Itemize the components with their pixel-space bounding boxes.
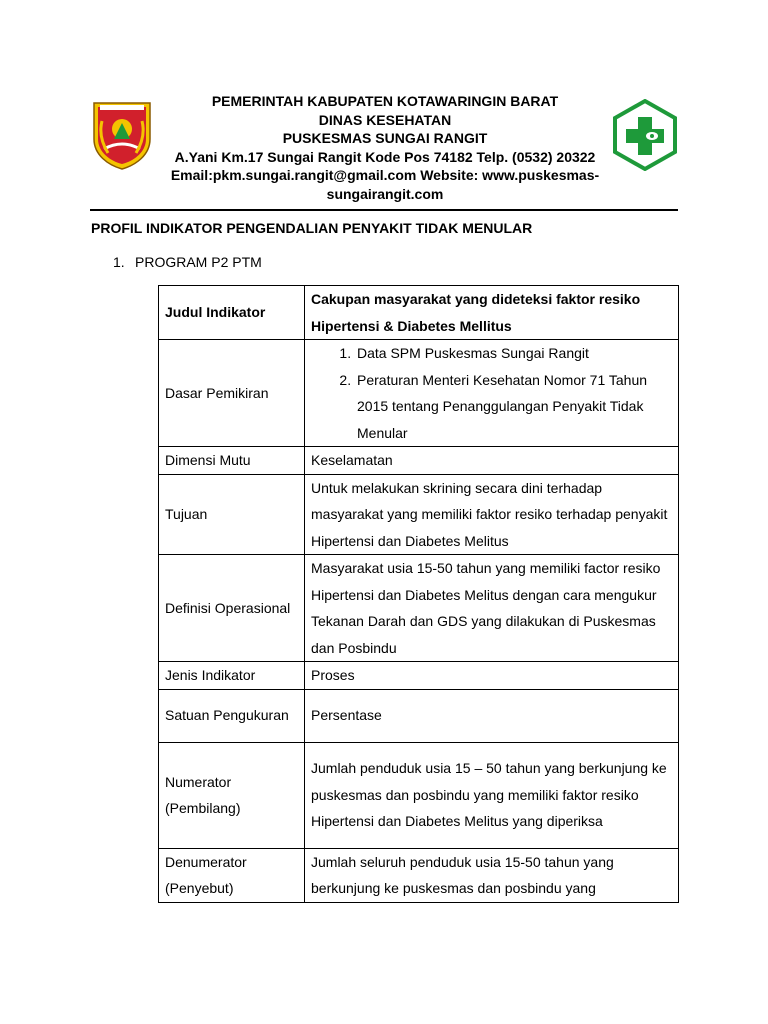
row-label: Tujuan [159,474,305,555]
row-value: Jumlah seluruh penduduk usia 15-50 tahun yang berkunjung ke puskesmas dan posbindu yang [305,848,679,902]
indicator-profile-table [158,285,679,903]
table-row [159,689,679,742]
row-label: Satuan Pengukuran [159,689,305,742]
document-title: PROFIL INDIKATOR PENGENDALIAN PENYAKIT TIDAK MENULAR [91,220,533,236]
letterhead-divider [90,209,678,211]
list-item: 2. Peraturan Menteri Kesehatan Nomor 71 Tahun 2015 tentang Penanggulangan Penyakit Tidak Menular [355,367,672,447]
table-row [159,742,679,848]
list-item: 1. Data SPM Puskesmas Sungai Rangit [355,340,672,367]
puskesmas-logo-icon [612,99,678,171]
row-value [305,340,679,447]
table-row [159,555,679,662]
row-value: Proses [305,662,679,690]
row-value: Untuk melakukan skrining secara dini terhadap masyarakat yang memiliki faktor resiko terhadap penyakit Hipertensi dan Diabetes Melitus [305,474,679,555]
row-label: Dasar Pemikiran [159,340,305,447]
table-row [159,848,679,902]
table-row [159,474,679,555]
row-label: Judul Indikator [159,286,305,340]
puskesmas-name: PUSKESMAS SUNGAI RANGIT [282,130,488,147]
letterhead [0,0,768,215]
row-value: Persentase [305,689,679,742]
row-value: Keselamatan [305,447,679,475]
row-label: Definisi Operasional [159,555,305,662]
section-heading [113,254,262,270]
row-label: Numerator (Pembilang) [159,742,305,848]
department-name: DINAS KESEHATAN [318,111,452,128]
row-value: Cakupan masyarakat yang dideteksi faktor resiko Hipertensi & Diabetes Mellitus [305,286,679,340]
table-row [159,286,679,340]
table-row [159,340,679,447]
table-row [159,662,679,690]
contact-line: Email:pkm.sungai.rangit@gmail.com Website: www.puskesmas- [170,167,600,184]
government-name: PEMERINTAH KABUPATEN KOTAWARINGIN BARAT [211,93,559,109]
section-title: PROGRAM P2 PTM [135,254,262,270]
letterhead-text [150,92,620,204]
section-number: 1. [113,254,125,270]
row-label: Jenis Indikator [159,662,305,690]
row-value: Jumlah penduduk usia 15 – 50 tahun yang berkunjung ke puskesmas dan posbindu yang memiliki faktor resiko Hipertensi dan Diabetes Melitus yang diperiksa [305,742,679,848]
coat-of-arms-icon [90,99,154,171]
website-line: sungairangit.com [326,185,444,202]
row-value: Masyarakat usia 15-50 tahun yang memiliki factor resiko Hipertensi dan Diabetes Melitus dengan cara mengukur Tekanan Darah dan GDS yang dilakukan di Puskesmas dan Posbindu [305,555,679,662]
basis-list [311,340,672,446]
row-label: Dimensi Mutu [159,447,305,475]
table-row [159,447,679,475]
address-line: A.Yani Km.17 Sungai Rangit Kode Pos 74182 Telp. (0532) 20322 [174,148,596,165]
row-label: Denumerator (Penyebut) [159,848,305,902]
